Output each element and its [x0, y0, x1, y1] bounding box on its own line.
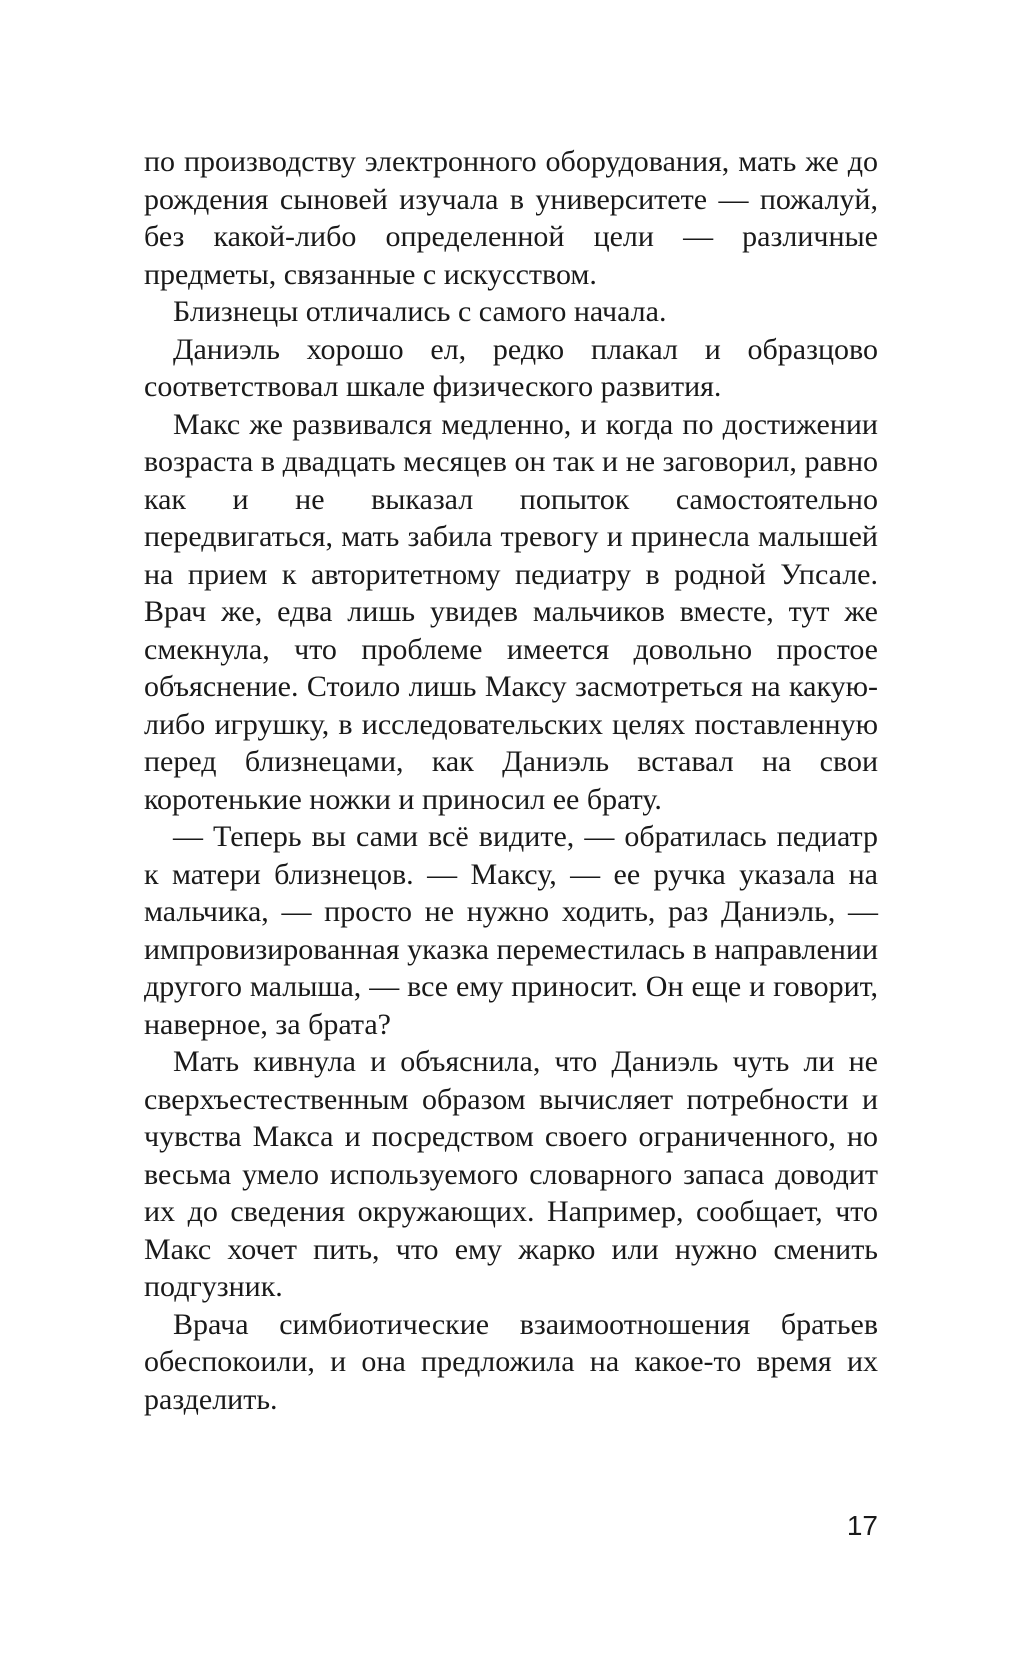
paragraph: Мать кивнула и объяснила, что Даниэль чуть ли не сверхъестественным образом вычисляет потребности и чувства Макса и посредством своего ограниченного, но весьма умело используемого словарного запаса доводит их до сведения окружающих. Например, сообщает, что Макс хочет пить, что ему жарко или нужно сменить подгузник. [144, 1045, 878, 1303]
paragraph: Даниэль хорошо ел, редко плакал и образцово соответствовал шкале физического развития. [144, 332, 878, 403]
page-number: 17 [846, 1510, 878, 1541]
paragraph: Макс же развивался медленно, и когда по достижении возраста в двадцать месяцев он так и не заговорил, равно как и не выказал попыток самостоятельно передвигаться, мать забила тревогу и принесла малышей на прием к авторитетному педиатру в родной Упсале. Врач же, едва лишь увидев мальчиков вместе, тут же смекнула, что проблеме имеется довольно простое объяснение. Стоило лишь Максу засмотреться на какую-либо игрушку, в исследовательских целях поставленную перед близнецами, как Даниэль вставал на свои коротенькие ножки и приносил ее брату. [144, 407, 878, 816]
body-text [144, 143, 878, 1418]
paragraph: — Теперь вы сами всё видите, — обратилась педиатр к матери близнецов. — Максу, — ее ручка указала на мальчика, — просто не нужно ходить, раз Даниэль, — импровизированная указка переместилась в направлении другого малыша, — все ему приносит. Он еще и говорит, наверное, за брата? [144, 820, 878, 1041]
paragraph: по производству электронного оборудования, мать же до рождения сыновей изучала в университете — пожалуй, без какой-либо определенной цели — различные предметы, связанные с искусством. [144, 145, 878, 291]
paragraph: Близнецы отличались с самого начала. [173, 295, 667, 328]
paragraph: Врача симбиотические взаимоотношения братьев обеспокоили, и она предложила на какое-то время их разделить. [144, 1307, 878, 1416]
